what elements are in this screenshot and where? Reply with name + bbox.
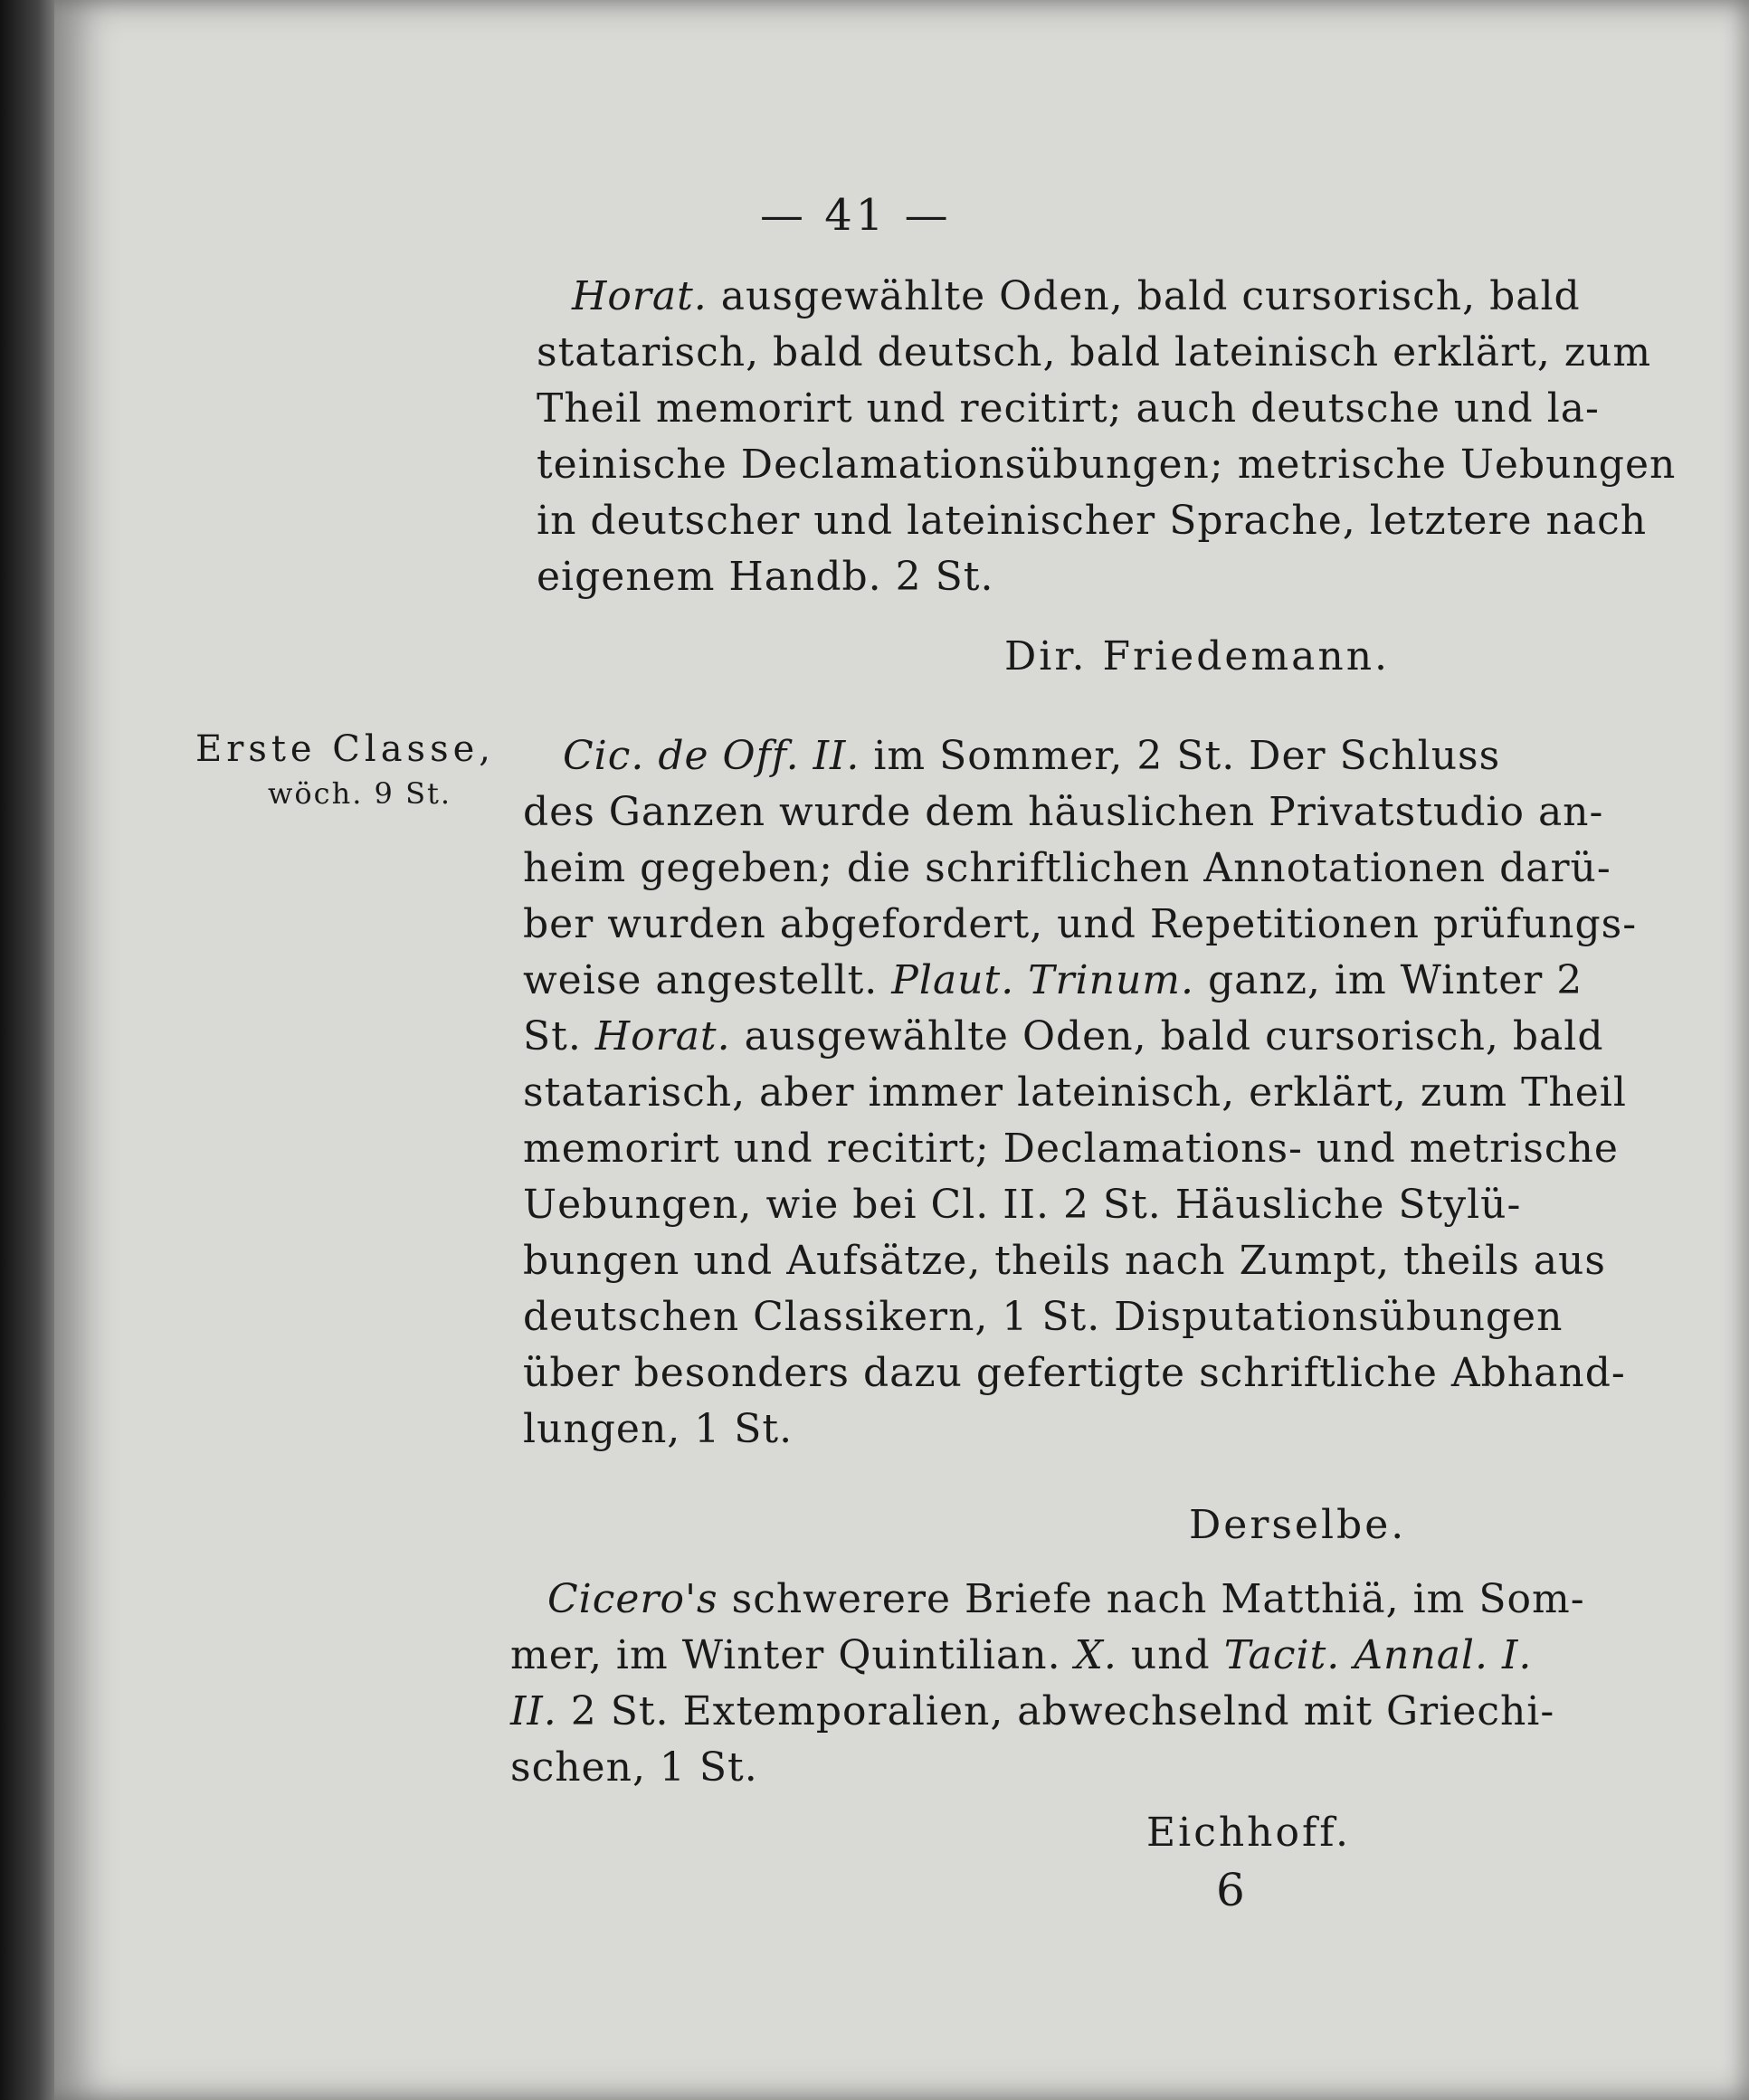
signature: Eichhoff. (1146, 1810, 1351, 1856)
text-line: Cicero's schwerere Briefe nach Matthiä, im Som- (547, 1576, 1585, 1622)
text-line: mer, im Winter Quintilian. X. und Tacit. Annal. I. (510, 1632, 1533, 1678)
text-line: memorirt und recitirt; Declamations- und metrische (523, 1126, 1619, 1172)
text-line: in deutscher und lateinischer Sprache, letztere nach (537, 498, 1648, 544)
text-line: heim gegeben; die schriftlichen Annotationen darü- (523, 845, 1611, 891)
text-line: Theil memorirt und recitirt; auch deutsche und la- (537, 385, 1600, 432)
sheet-signature: 6 (1216, 1864, 1245, 1916)
page-number: — 41 — (760, 190, 952, 241)
text-line: deutschen Classikern, 1 St. Disputationsübungen (523, 1294, 1564, 1340)
signature: Dir. Friedemann. (1004, 633, 1391, 679)
text-line: über besonders dazu gefertigte schriftliche Abhand- (523, 1350, 1626, 1396)
text-line: eigenem Handb. 2 St. (537, 554, 994, 600)
text-line: bungen und Aufsätze, theils nach Zumpt, theils aus (523, 1238, 1606, 1284)
margin-label: Erste Classe, (195, 728, 495, 770)
text-line: lungen, 1 St. (523, 1406, 794, 1452)
text-line: teinische Declamationsübungen; metrische Uebungen (537, 442, 1677, 488)
text-line: ber wurden abgefordert, und Repetitionen prüfungs- (523, 901, 1638, 947)
book-page (54, 0, 1749, 2100)
text-line: des Ganzen wurde dem häuslichen Privatstudio an- (523, 789, 1604, 835)
signature: Derselbe. (1189, 1502, 1407, 1548)
book-spine (0, 0, 54, 2100)
text-line: statarisch, bald deutsch, bald lateinisch erklärt, zum (537, 329, 1652, 375)
margin-sub: wöch. 9 St. (268, 776, 452, 811)
text-line: weise angestellt. Plaut. Trinum. ganz, im Winter 2 (523, 957, 1583, 1003)
text-line: statarisch, aber immer lateinisch, erklärt, zum Theil (523, 1069, 1627, 1116)
text-line: II. 2 St. Extemporalien, abwechselnd mit Griechi- (510, 1688, 1555, 1734)
text-line: St. Horat. ausgewählte Oden, bald cursorisch, bald (523, 1013, 1604, 1060)
text-line: Uebungen, wie bei Cl. II. 2 St. Häusliche Stylü- (523, 1182, 1522, 1228)
text-line: schen, 1 St. (510, 1744, 758, 1791)
text-line: Horat. ausgewählte Oden, bald cursorisch, bald (572, 273, 1581, 319)
text-line: Cic. de Off. II. im Sommer, 2 St. Der Schluss (563, 733, 1501, 779)
